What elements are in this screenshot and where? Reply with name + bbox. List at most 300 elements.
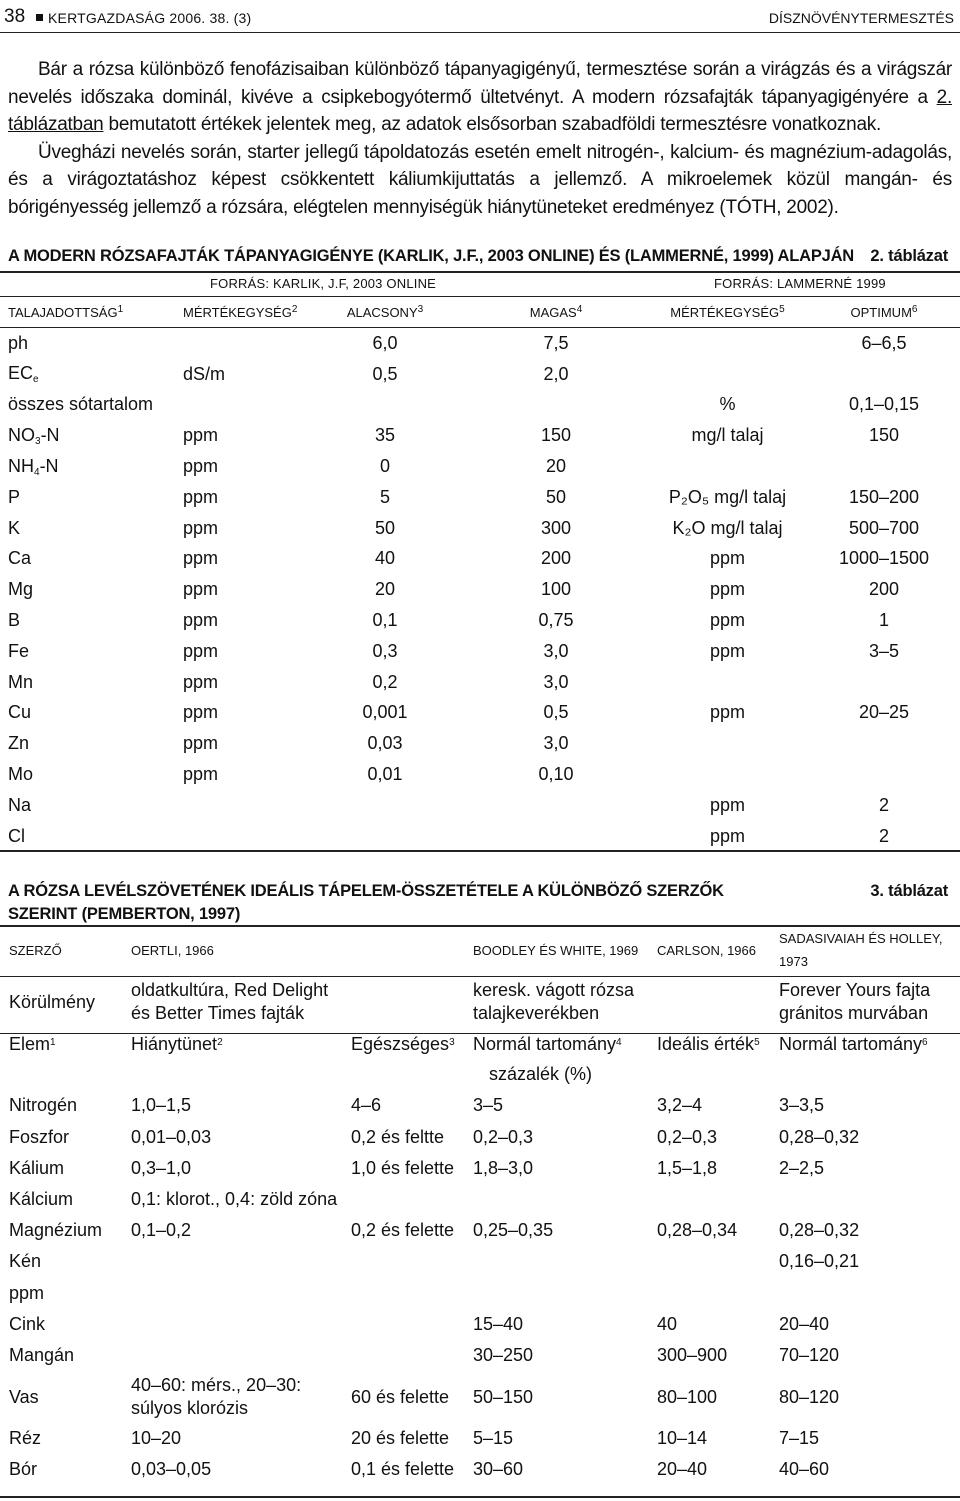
parameter-name: Na [8, 794, 32, 815]
optimum-cell: 20–25 [858, 702, 910, 723]
table-3-title-line-2: SZERINT (PEMBERTON, 1997) [8, 905, 241, 923]
parameter-name: Fe [8, 640, 30, 661]
optimum-cell: 0,1–0,15 [848, 394, 920, 415]
value-cell: 15–40 [473, 1313, 524, 1334]
unit-cell [175, 328, 305, 359]
footnote-marker: 4 [576, 304, 583, 315]
table-3-number: 3. táblázat [870, 882, 948, 900]
value-cell [464, 1246, 648, 1277]
low-value-cell: 0,03 [367, 733, 403, 754]
table-row [0, 451, 960, 482]
high-value-cell: 7,5 [543, 332, 569, 353]
optimum-cell: 2 [878, 794, 889, 815]
value-cell: 3–3,5 [779, 1095, 825, 1116]
parameter-name: NO [8, 424, 35, 445]
element-header-text: Normál tartomány [779, 1034, 923, 1055]
value-cell [648, 1278, 770, 1309]
value-cell [464, 1278, 648, 1309]
parameter-name: K [8, 517, 21, 538]
low-value-cell [305, 790, 465, 821]
element-name-cell: Réz [9, 1428, 42, 1449]
table-3-author-row [0, 924, 960, 976]
unit-cell: ppm [183, 610, 219, 631]
unit2-cell [647, 359, 808, 390]
element-name-cell: Kálium [9, 1157, 65, 1178]
parameter-cell [0, 513, 175, 544]
element-name-cell: Mangán [9, 1344, 75, 1365]
value-cell: 30–60 [473, 1459, 524, 1480]
value-cell: 60 és felette [351, 1386, 450, 1407]
square-bullet-icon [36, 14, 43, 21]
table-row [0, 328, 960, 359]
table-3 [0, 924, 960, 1485]
unit-cell: ppm [183, 486, 219, 507]
value-cell: 0,1–0,2 [131, 1220, 192, 1241]
element-name-cell: Kén [9, 1251, 42, 1272]
value-cell: 20–40 [779, 1313, 830, 1334]
table-row [0, 544, 960, 575]
footnote-marker: 5 [754, 1037, 760, 1049]
unit2-cell [647, 451, 808, 482]
low-value-cell: 0 [379, 456, 390, 477]
element-name-cell: Nitrogén [9, 1095, 78, 1116]
high-value-cell: 3,0 [543, 733, 569, 754]
element-name-cell: Foszfor [9, 1126, 70, 1147]
value-cell [464, 1184, 648, 1215]
value-cell: 1,5–1,8 [657, 1157, 718, 1178]
value-cell: 0,25–0,35 [473, 1220, 554, 1241]
high-value-cell: 0,5 [543, 702, 569, 723]
condition-cell [648, 976, 770, 1028]
intro-paragraph-1 [8, 56, 952, 139]
header-text: MÉRTÉKEGYSÉG [670, 305, 780, 320]
footnote-marker: 6 [911, 304, 918, 315]
value-cell: 0,2–0,3 [657, 1126, 718, 1147]
low-value-cell: 0,001 [362, 702, 408, 723]
low-value-cell: 35 [374, 425, 396, 446]
element-name-cell: Kálcium [9, 1189, 74, 1210]
unit2-cell: ppm [709, 610, 745, 631]
parameter-name: Mg [8, 579, 34, 600]
element-header-cell [648, 1028, 770, 1059]
footnote-marker: 1 [117, 304, 124, 315]
unit2-cell [647, 728, 808, 759]
value-cell [770, 1278, 960, 1309]
table-3-percent-row [0, 1059, 960, 1090]
unit2-cell: P₂O₅ mg/l talaj [668, 486, 787, 507]
element-name-cell: Cink [9, 1313, 46, 1334]
condition-cell [342, 976, 464, 1028]
table-row [0, 1122, 960, 1153]
footnote-marker: 1 [50, 1037, 56, 1049]
table-row [0, 1423, 960, 1454]
author-cell [342, 924, 464, 976]
unit-cell: ppm [183, 517, 219, 538]
table-2-header-row [0, 296, 960, 328]
table-2-title-text: A MODERN RÓZSAFAJTÁK TÁPANYAGIGÉNYE (KARLIK, J.F., 2003 ONLINE) ÉS (LAMMERNÉ, 1999) ALAPJÁN [8, 247, 855, 265]
parameter-cell [0, 605, 175, 636]
optimum-cell [808, 667, 960, 698]
table-row [0, 605, 960, 636]
header-text: ALACSONY [346, 305, 418, 320]
table-row [0, 1215, 960, 1246]
high-value-cell: 3,0 [543, 640, 569, 661]
table-2-header-cell [0, 296, 175, 328]
unit2-cell: ppm [709, 794, 745, 815]
subscript: 4 [34, 466, 40, 478]
value-cell: 0,2–0,3 [473, 1126, 534, 1147]
condition-cell: Körülmény [9, 991, 96, 1012]
footnote-marker: 5 [779, 304, 785, 315]
parameter-cell [0, 482, 175, 513]
author-cell: BOODLEY ÉS WHITE, 1969 [473, 942, 639, 958]
element-header-cell [770, 1028, 960, 1059]
author-cell: SZERZŐ [9, 942, 62, 958]
low-value-cell: 6,0 [372, 332, 398, 353]
parameter-name: NH [8, 455, 34, 476]
high-value-cell: 200 [540, 548, 572, 569]
high-value-cell [465, 790, 647, 821]
value-cell [648, 1184, 770, 1215]
running-header [0, 4, 960, 30]
empty-cell [0, 1059, 122, 1090]
table-row [0, 1184, 960, 1215]
high-value-cell: 50 [545, 486, 567, 507]
high-value-cell: 100 [540, 579, 572, 600]
low-value-cell: 0,3 [372, 640, 398, 661]
optimum-cell [808, 759, 960, 790]
author-cell: CARLSON, 1966 [657, 942, 756, 958]
value-cell [648, 1246, 770, 1277]
value-cell: 0,01–0,03 [131, 1126, 212, 1147]
table-2-title [8, 247, 952, 266]
value-cell: 0,1 és felette [351, 1459, 455, 1480]
high-value-cell: 300 [540, 517, 572, 538]
high-value-cell: 0,75 [538, 610, 574, 631]
parameter-name: Mo [8, 764, 34, 785]
unit-cell: ppm [183, 764, 219, 785]
high-value-cell: 0,10 [538, 764, 574, 785]
value-cell [122, 1246, 342, 1277]
unit2-cell: ppm [709, 640, 745, 661]
condition-cell: keresk. vágott rózsa talajkeverékben [473, 980, 635, 1023]
element-header-cell [342, 1028, 464, 1059]
low-value-cell: 40 [374, 548, 396, 569]
header-text: OPTIMUM [850, 305, 912, 320]
value-cell [770, 1184, 960, 1215]
table-2-source-right: FORRÁS: LAMMERNÉ 1999 [714, 276, 886, 291]
value-cell: 0,2 és feltte [351, 1126, 445, 1147]
optimum-cell: 6–6,5 [861, 332, 907, 353]
value-cell: 2–2,5 [779, 1157, 825, 1178]
section-title: DÍSZNÖVÉNYTERMESZTÉS [768, 10, 954, 26]
value-cell: 1,0 és felette [351, 1157, 455, 1178]
table-2-top-rule [0, 271, 960, 273]
unit-cell: ppm [183, 640, 219, 661]
value-cell: 10–20 [131, 1428, 182, 1449]
value-cell: 0,16–0,21 [779, 1251, 860, 1272]
header-divider [0, 32, 960, 33]
table-2-source-left: FORRÁS: KARLIK, J.F, 2003 ONLINE [210, 276, 437, 291]
table-3-bottom-rule [0, 1496, 960, 1498]
value-cell: 1,8–3,0 [473, 1157, 534, 1178]
value-cell [122, 1309, 342, 1340]
subscript: 3 [35, 435, 41, 447]
high-value-cell [465, 390, 647, 421]
low-value-cell: 0,1 [372, 610, 398, 631]
parameter-suffix: -N [40, 424, 60, 445]
value-cell: 80–120 [779, 1386, 840, 1407]
value-cell: 0,1: klorot., 0,4: zöld zóna [131, 1189, 338, 1210]
table-row [0, 390, 960, 421]
table-row [0, 759, 960, 790]
table-2 [0, 296, 960, 852]
value-cell: 3–5 [473, 1095, 504, 1116]
header-text: TALAJADOTTSÁG [8, 305, 118, 320]
value-cell: 30–250 [473, 1344, 534, 1365]
parameter-cell [0, 790, 175, 821]
optimum-cell [808, 451, 960, 482]
table-row [0, 1246, 960, 1277]
value-cell: 50–150 [473, 1386, 534, 1407]
optimum-cell [808, 359, 960, 390]
table-row [0, 1340, 960, 1371]
parameter-name: ph [8, 332, 29, 353]
value-cell: 7–15 [779, 1428, 820, 1449]
table-row [0, 1278, 960, 1309]
parameter-name: Mn [8, 671, 34, 692]
table-row [0, 1153, 960, 1184]
parameter-name: B [8, 610, 21, 631]
value-cell: 20 és felette [351, 1428, 450, 1449]
element-name-cell: ppm [9, 1282, 45, 1303]
table-row [0, 698, 960, 729]
parameter-name: EC [8, 363, 34, 384]
parameter-cell [0, 574, 175, 605]
footnote-marker: 3 [449, 1037, 455, 1049]
parameter-cell [0, 420, 175, 451]
unit2-cell: % [719, 394, 736, 415]
element-header-cell [0, 1028, 122, 1059]
high-value-cell: 150 [540, 425, 572, 446]
intro-p1-text-b: bemutatott értékek jelentek meg, az adatok elsősorban szabadföldi termesztésre vonatkoznak. [103, 114, 882, 135]
unit2-cell: ppm [709, 702, 745, 723]
table-row [0, 1454, 960, 1485]
element-header-cell [122, 1028, 342, 1059]
parameter-name: Zn [8, 733, 30, 754]
table-3-title [8, 880, 952, 926]
unit2-cell: K₂O mg/l talaj [672, 517, 783, 538]
unit-cell: ppm [183, 548, 219, 569]
unit-cell: ppm [183, 702, 219, 723]
unit2-cell [647, 328, 808, 359]
element-name-cell: Magnézium [9, 1220, 103, 1241]
empty-cell [342, 1059, 464, 1090]
table-row [0, 513, 960, 544]
table-row [0, 359, 960, 390]
low-value-cell: 5 [379, 486, 390, 507]
table-row [0, 667, 960, 698]
unit-cell: ppm [183, 579, 219, 600]
table-row [0, 790, 960, 821]
parameter-cell [0, 328, 175, 359]
footnote-marker: 6 [922, 1037, 928, 1049]
value-cell: 40–60: mérs., 20–30: súlyos klorózis [131, 1375, 302, 1419]
author-cell: OERTLI, 1966 [131, 942, 214, 958]
table-3-title-line-1: A RÓZSA LEVÉLSZÖVETÉNEK IDEÁLIS TÁPELEM-ÖSSZETÉTELE A KÜLÖNBÖZŐ SZERZŐK [8, 882, 724, 900]
parameter-name: P [8, 486, 21, 507]
value-cell [342, 1246, 464, 1277]
empty-cell [122, 1059, 342, 1090]
parameter-name: Ca [8, 548, 32, 569]
parameter-name: Cl [8, 825, 25, 846]
low-value-cell [305, 390, 465, 421]
high-value-cell: 2,0 [543, 363, 569, 384]
table-row [0, 482, 960, 513]
table-2-bottom-rule [0, 850, 960, 852]
footnote-marker: 4 [616, 1037, 622, 1049]
optimum-cell: 150–200 [848, 486, 920, 507]
unit2-cell: ppm [709, 579, 745, 600]
unit-cell: dS/m [183, 363, 226, 384]
parameter-cell [0, 821, 175, 852]
value-cell: 3,2–4 [657, 1095, 703, 1116]
value-cell: 70–120 [779, 1344, 840, 1365]
parameter-suffix: -N [39, 455, 59, 476]
unit-cell: ppm [183, 671, 219, 692]
value-cell: 10–14 [657, 1428, 708, 1449]
value-cell: 40 [657, 1313, 678, 1334]
unit2-cell [647, 759, 808, 790]
parameter-cell [0, 728, 175, 759]
parameter-cell [0, 636, 175, 667]
journal-title: KERTGAZDASÁG 2006. 38. (3) [48, 10, 252, 26]
table-row [0, 1309, 960, 1340]
table-row [0, 821, 960, 852]
value-cell: 0,28–0,32 [779, 1220, 860, 1241]
unit-cell [175, 790, 305, 821]
optimum-cell: 1 [878, 610, 889, 631]
element-header-text: Elem [9, 1034, 51, 1055]
value-cell: 80–100 [657, 1386, 718, 1407]
value-cell [342, 1340, 464, 1371]
element-header-text: Hiánytünet [131, 1034, 218, 1055]
optimum-cell: 2 [878, 825, 889, 846]
subscript: e [33, 374, 39, 386]
table-2-reference-link[interactable]: 2. táblázatban [8, 86, 952, 135]
parameter-cell [0, 698, 175, 729]
element-header-cell [464, 1028, 648, 1059]
parameter-name: Cu [8, 702, 32, 723]
parameter-cell [0, 667, 175, 698]
unit2-cell: ppm [709, 548, 745, 569]
table-row [0, 1090, 960, 1121]
optimum-cell: 150 [868, 425, 900, 446]
intro-p1-text-a: Bár a rózsa különböző fenofázisaiban különböző tápanyagigényű, termesztése során a virágzás és a virágszár nevelés időszaka dominál, kivéve a csipkebogyótermő ültetvényt. A modern rózsafajták tápanyagigényére a [8, 59, 952, 108]
high-value-cell: 20 [545, 456, 567, 477]
table-2-header-cell [465, 296, 647, 328]
value-cell: 20–40 [657, 1459, 708, 1480]
table-3-element-header-row [0, 1028, 960, 1059]
optimum-cell: 200 [868, 579, 900, 600]
unit2-cell: mg/l talaj [691, 425, 764, 446]
value-cell [122, 1340, 342, 1371]
unit-cell: ppm [183, 733, 219, 754]
parameter-name: összes sótartalom [8, 394, 154, 415]
parameter-cell [0, 759, 175, 790]
empty-cell [770, 1059, 960, 1090]
table-row [0, 1371, 960, 1423]
value-cell: 0,28–0,32 [779, 1126, 860, 1147]
parameter-cell [0, 359, 175, 390]
optimum-cell [808, 728, 960, 759]
unit-cell: ppm [183, 425, 219, 446]
high-value-cell [465, 821, 647, 852]
unit-cell [175, 821, 305, 852]
footnote-marker: 3 [417, 304, 424, 315]
intro-paragraph-2: Üvegházi nevelés során, starter jellegű tápoldatozás esetén emelt nitrogén-, kalcium- és magnézium-adagolás, és a virágoztatáshoz képest csökkentett káliumkijuttatás a jellemző. A mikroelemek közül mangán- és bórigényesség jellemző a rózsára, elégtelen mennyiségük hiánytüneteket eredményez (TÓTH, 2002). [8, 141, 952, 218]
table-2-header-cell [175, 296, 305, 328]
value-cell: 0,28–0,34 [657, 1220, 738, 1241]
element-header-text: Normál tartomány [473, 1034, 617, 1055]
parameter-cell [0, 544, 175, 575]
header-text: MÉRTÉKEGYSÉG [183, 305, 292, 320]
unit-cell [175, 390, 305, 421]
table-row [0, 728, 960, 759]
element-name-cell: Bór [9, 1459, 38, 1480]
table-2-number: 2. táblázat [870, 247, 948, 265]
unit2-cell [647, 667, 808, 698]
value-cell: 0,03–0,05 [131, 1459, 212, 1480]
parameter-cell [0, 451, 175, 482]
table-2-header-cell [305, 296, 465, 328]
value-cell [342, 1309, 464, 1340]
low-value-cell: 50 [374, 517, 396, 538]
value-cell [342, 1184, 464, 1215]
value-cell: 1,0–1,5 [131, 1095, 192, 1116]
value-cell: 4–6 [351, 1095, 382, 1116]
footnote-marker: 2 [217, 1037, 223, 1049]
parameter-cell [0, 390, 175, 421]
condition-cell: Forever Yours fajta gránitos murvában [779, 980, 931, 1023]
value-cell: 40–60 [779, 1459, 830, 1480]
element-name-cell: Vas [9, 1386, 39, 1407]
optimum-cell: 500–700 [848, 517, 920, 538]
unit-cell: ppm [183, 456, 219, 477]
header-text: MAGAS [529, 305, 577, 320]
table-row [0, 636, 960, 667]
value-cell: 0,2 és felette [351, 1220, 455, 1241]
author-cell: SADASIVAIAH ÉS HOLLEY, 1973 [779, 931, 943, 969]
value-cell: 0,3–1,0 [131, 1157, 192, 1178]
footnote-marker: 2 [291, 304, 298, 315]
optimum-cell: 1000–1500 [838, 548, 930, 569]
high-value-cell: 3,0 [543, 671, 569, 692]
intro-text [8, 56, 952, 221]
low-value-cell [305, 821, 465, 852]
value-cell: 5–15 [473, 1428, 514, 1449]
element-header-text: Egészséges [351, 1034, 450, 1055]
element-header-text: Ideális érték [657, 1034, 755, 1055]
table-row [0, 420, 960, 451]
table-2-header-cell [647, 296, 808, 328]
low-value-cell: 0,01 [367, 764, 403, 785]
condition-cell: oldatkultúra, Red Delight és Better Times fajták [131, 980, 329, 1023]
value-cell [122, 1278, 342, 1309]
optimum-cell: 3–5 [868, 640, 900, 661]
percent-label: százalék (%) [489, 1064, 593, 1085]
low-value-cell: 0,5 [372, 363, 398, 384]
